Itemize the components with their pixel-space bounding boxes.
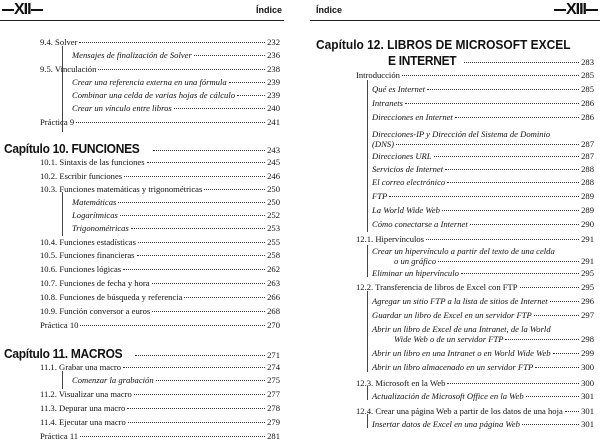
left-page bbox=[0, 0, 284, 443]
toc-subentry bbox=[372, 112, 594, 122]
toc-entry-title: Agregar un sitio FTP a la lista de sitios de Internet bbox=[372, 296, 548, 306]
toc-section-entry: 12.1. Hipervínculos 291 bbox=[356, 234, 594, 244]
toc-entry-page: 285 bbox=[581, 84, 594, 94]
toc-entry-page: 279 bbox=[267, 417, 280, 427]
toc-section-entry: Introducción 285 bbox=[356, 70, 594, 80]
dot-leader bbox=[134, 394, 265, 395]
toc-entry-page: 268 bbox=[267, 306, 280, 316]
toc-entry-page: 232 bbox=[267, 37, 280, 47]
toc-subentry-wrapped: Direcciones-IP y Dirección del Sistema de Dominio bbox=[372, 129, 551, 139]
right-folio: XIII bbox=[554, 1, 598, 19]
toc-entry-title: 11.3. Depurar una macro bbox=[40, 403, 126, 413]
toc-section-entry bbox=[40, 403, 280, 413]
toc-entry-page: 278 bbox=[267, 403, 280, 413]
toc-subentry bbox=[72, 103, 280, 113]
dot-leader bbox=[131, 228, 265, 229]
right-page bbox=[310, 0, 600, 443]
toc-subentry bbox=[372, 98, 594, 108]
dot-leader bbox=[152, 283, 266, 284]
toc-entry-page: 296 bbox=[581, 296, 594, 306]
toc-entry-page: 266 bbox=[267, 292, 280, 302]
toc-section-entry bbox=[40, 264, 280, 274]
toc-entry-title: Cómo conectarse a Internet bbox=[372, 219, 468, 229]
toc-entry-title: 10.4. Funciones estadísticas bbox=[40, 237, 136, 247]
toc-section-entry bbox=[40, 237, 280, 247]
left-toc-rule bbox=[62, 371, 63, 389]
toc-section-entry bbox=[40, 389, 280, 399]
toc-entry-page: 289 bbox=[581, 205, 594, 215]
right-running-head: Índice bbox=[316, 5, 343, 15]
dot-leader bbox=[184, 297, 265, 298]
dot-leader bbox=[194, 55, 265, 56]
toc-entry-title: 10.6. Funciones lógicas bbox=[40, 264, 122, 274]
toc-entry-title: 11.1. Grabar una macro bbox=[40, 362, 122, 372]
dot-leader bbox=[174, 108, 265, 109]
toc-section-entry: 12.2. Transferencia de libros de Excel con FTP 295 bbox=[356, 282, 594, 292]
toc-entry-title: Trigonométricas bbox=[72, 223, 129, 233]
toc-entry-title: La World Wide Web bbox=[372, 205, 440, 215]
right-page-header bbox=[310, 0, 600, 21]
toc-entry-page: 274 bbox=[267, 362, 280, 372]
toc-entry-page: 253 bbox=[267, 223, 280, 233]
chapter-heading: Capítulo 10. FUNCIONES 243 bbox=[4, 141, 280, 156]
toc-section-entry bbox=[40, 171, 280, 181]
toc-subentry bbox=[72, 375, 280, 385]
toc-section-entry bbox=[40, 292, 280, 302]
dot-leader bbox=[455, 117, 579, 118]
dot-leader bbox=[204, 189, 265, 190]
toc-subentry bbox=[72, 223, 280, 233]
toc-entry-title: Guardar un libro de Excel en un servidor FTP bbox=[372, 310, 532, 320]
toc-subentry bbox=[72, 210, 280, 220]
dot-leader bbox=[389, 196, 579, 197]
dot-leader bbox=[445, 169, 579, 170]
dot-leader bbox=[80, 436, 265, 437]
right-toc-rule bbox=[367, 414, 368, 428]
toc-subentry bbox=[372, 205, 594, 215]
toc-entry-title: 10.7. Funciones de fecha y hora bbox=[40, 278, 150, 288]
toc-entry-page: 252 bbox=[267, 210, 280, 220]
toc-entry-page: 300 bbox=[581, 362, 594, 372]
dot-leader bbox=[123, 367, 265, 368]
toc-subentry bbox=[372, 219, 594, 229]
toc-section-entry bbox=[40, 37, 280, 47]
toc-entry-title: Qué es Internet bbox=[372, 84, 425, 94]
toc-section-entry bbox=[40, 320, 280, 330]
dot-leader bbox=[80, 325, 265, 326]
toc-entry-page: 250 bbox=[267, 184, 280, 194]
toc-section-entry: 12.3. Microsoft en la Web 300 bbox=[356, 378, 594, 388]
toc-entry-page: 288 bbox=[581, 164, 594, 174]
dot-leader bbox=[534, 315, 579, 316]
dot-leader bbox=[138, 242, 265, 243]
dot-leader bbox=[127, 408, 265, 409]
toc-entry-title: Práctica 10 bbox=[40, 320, 79, 330]
toc-entry-page: 236 bbox=[267, 50, 280, 60]
toc-entry-title: Combinar una celda de varias hojas de cálculo bbox=[72, 90, 236, 100]
toc-entry-page: 246 bbox=[267, 171, 280, 181]
toc-subentry bbox=[72, 197, 280, 207]
toc-entry-title: Comenzar la grabación bbox=[72, 375, 154, 385]
toc-entry-title: 10.3. Funciones matemáticas y trigonométricas bbox=[40, 184, 203, 194]
dot-leader bbox=[98, 69, 265, 70]
toc-subentry bbox=[372, 151, 594, 161]
toc-entry-page: 275 bbox=[267, 375, 280, 385]
toc-section-entry bbox=[40, 64, 280, 74]
toc-section-entry bbox=[40, 157, 280, 167]
dot-leader bbox=[434, 156, 580, 157]
dot-leader bbox=[123, 269, 265, 270]
toc-entry-title: 9.4. Solver bbox=[40, 37, 78, 47]
toc-entry-page: 245 bbox=[267, 157, 280, 167]
chapter-heading: Capítulo 11. MACROS 271 bbox=[4, 346, 280, 361]
page-gutter bbox=[284, 0, 310, 443]
right-toc-rule bbox=[367, 80, 368, 232]
toc-entry-title: Práctica 11 bbox=[40, 431, 79, 441]
toc-entry-title: Abrir un libro en una Intranet o en World Wide Web bbox=[372, 348, 551, 358]
toc-subentry bbox=[372, 296, 594, 306]
dot-leader bbox=[553, 353, 580, 354]
dot-leader bbox=[118, 202, 265, 203]
toc-entry-page: 299 bbox=[581, 348, 594, 358]
toc-subentry bbox=[372, 362, 594, 372]
toc-subentry bbox=[72, 77, 280, 87]
dot-leader bbox=[79, 42, 265, 43]
chapter-heading-continued: E INTERNET 283 bbox=[388, 53, 594, 68]
dot-leader bbox=[237, 95, 265, 96]
left-toc-rule bbox=[62, 192, 63, 236]
toc-entry-title: Servicios de Internet bbox=[372, 164, 444, 174]
toc-subentry bbox=[72, 50, 280, 60]
toc-entry-title: 10.5. Funciones financieras bbox=[40, 250, 135, 260]
chapter-heading: Capítulo 12. LIBROS DE MICROSOFT EXCEL bbox=[316, 37, 571, 52]
toc-entry-page: 241 bbox=[267, 117, 280, 127]
toc-entry-page: 287 bbox=[581, 151, 594, 161]
toc-entry-page: 286 bbox=[581, 112, 594, 122]
left-running-head: Índice bbox=[255, 5, 282, 15]
dot-leader bbox=[447, 182, 579, 183]
toc-entry-page: 262 bbox=[267, 264, 280, 274]
toc-subentry bbox=[372, 84, 594, 94]
toc-entry-title: 11.2. Visualizar una macro bbox=[40, 389, 132, 399]
toc-section-entry bbox=[40, 306, 280, 316]
dot-leader bbox=[550, 301, 579, 302]
toc-subentry-wrapped: Crear un hipervínculo a partir del texto de una celda bbox=[372, 246, 555, 256]
toc-entry-title: FTP bbox=[372, 191, 388, 201]
dot-leader bbox=[470, 224, 579, 225]
toc-entry-title: Direcciones URL bbox=[372, 151, 432, 161]
toc-section-entry bbox=[40, 417, 280, 427]
dot-leader bbox=[128, 422, 265, 423]
toc-section-entry bbox=[40, 431, 280, 441]
toc-subentry: Actualización de Microsoft Office en la Web 301 bbox=[372, 391, 594, 401]
toc-entry-title: Logarítmicas bbox=[72, 210, 118, 220]
toc-entry-title: Crear una referencia externa en una fórmula bbox=[72, 77, 227, 87]
toc-subentry-wrapped: Abrir un libro de Excel de una Intranet, de la World bbox=[372, 324, 551, 334]
toc-subentry bbox=[372, 177, 594, 187]
right-toc-rule bbox=[367, 386, 368, 400]
toc-entry-page: 277 bbox=[267, 389, 280, 399]
left-page-header bbox=[0, 0, 284, 21]
toc-subentry: Wide Web o de un servidor FTP 298 bbox=[394, 334, 594, 344]
dot-leader bbox=[124, 176, 265, 177]
toc-entry-page: 238 bbox=[267, 64, 280, 74]
toc-subentry: Eliminar un hipervínculo 295 bbox=[372, 268, 594, 278]
toc-entry-title: Crear un vínculo entre libros bbox=[72, 103, 172, 113]
toc-entry-page: 255 bbox=[267, 237, 280, 247]
toc-entry-page: 239 bbox=[267, 90, 280, 100]
dot-leader bbox=[152, 311, 265, 312]
dot-leader bbox=[156, 380, 265, 381]
toc-entry-title: Práctica 9 bbox=[40, 117, 75, 127]
toc-entry-page: 288 bbox=[581, 177, 594, 187]
toc-subentry: Insertar datos de Excel en una página Web 301 bbox=[372, 419, 594, 429]
dot-leader bbox=[147, 162, 266, 163]
toc-subentry bbox=[372, 164, 594, 174]
toc-section-entry: 12.4. Crear una página Web a partir de los datos de una hoja 301 bbox=[356, 406, 594, 416]
dot-leader bbox=[442, 210, 579, 211]
toc-entry-page: 239 bbox=[267, 77, 280, 87]
left-folio: XII bbox=[2, 1, 43, 19]
toc-entry-title: 9.5. Vinculación bbox=[40, 64, 97, 74]
toc-entry-title: 10.9. Función conversor a euros bbox=[40, 306, 151, 316]
toc-entry-title: Matemáticas bbox=[72, 197, 117, 207]
toc-subentry bbox=[372, 191, 594, 201]
toc-entry-title: 10.2. Escribir funciones bbox=[40, 171, 123, 181]
toc-entry-page: 297 bbox=[581, 310, 594, 320]
toc-entry-title: Mensajes de finalización de Solver bbox=[72, 50, 192, 60]
toc-entry-title: 10.1. Sintaxis de las funciones bbox=[40, 157, 145, 167]
dot-leader bbox=[535, 367, 579, 368]
toc-entry-page: 270 bbox=[267, 320, 280, 330]
dot-leader bbox=[405, 103, 579, 104]
toc-entry-page: 240 bbox=[267, 103, 280, 113]
toc-entry-title: Direcciones en Internet bbox=[372, 112, 453, 122]
toc-subentry: (DNS) 287 bbox=[372, 139, 594, 149]
dot-leader bbox=[137, 255, 266, 256]
toc-subentry bbox=[372, 310, 594, 320]
toc-entry-title: Intranets bbox=[372, 98, 404, 108]
toc-subentry bbox=[372, 348, 594, 358]
toc-entry-page: 250 bbox=[267, 197, 280, 207]
toc-section-entry bbox=[40, 278, 280, 288]
right-toc-rule bbox=[367, 245, 368, 277]
toc-subentry: o un gráfico 291 bbox=[394, 256, 594, 266]
toc-section-entry bbox=[40, 184, 280, 194]
toc-entry-page: 290 bbox=[581, 219, 594, 229]
toc-section-entry bbox=[40, 117, 280, 127]
dot-leader bbox=[229, 82, 265, 83]
toc-entry-title: El correo electrónico bbox=[372, 177, 446, 187]
dot-leader bbox=[427, 89, 579, 90]
toc-entry-page: 289 bbox=[581, 191, 594, 201]
toc-section-entry bbox=[40, 362, 280, 372]
toc-entry-page: 281 bbox=[267, 431, 280, 441]
dot-leader bbox=[76, 122, 265, 123]
toc-entry-page: 258 bbox=[267, 250, 280, 260]
toc-entry-title: 10.8. Funciones de búsqueda y referencia bbox=[40, 292, 183, 302]
toc-section-entry bbox=[40, 250, 280, 260]
toc-entry-title: Abrir un libro almacenado en un servidor FTP bbox=[372, 362, 534, 372]
toc-entry-page: 263 bbox=[267, 278, 280, 288]
toc-entry-title: 11.4. Ejecutar una macro bbox=[40, 417, 126, 427]
toc-subentry bbox=[72, 90, 280, 100]
right-toc-rule bbox=[367, 291, 368, 372]
toc-entry-page: 286 bbox=[581, 98, 594, 108]
dot-leader bbox=[120, 215, 265, 216]
